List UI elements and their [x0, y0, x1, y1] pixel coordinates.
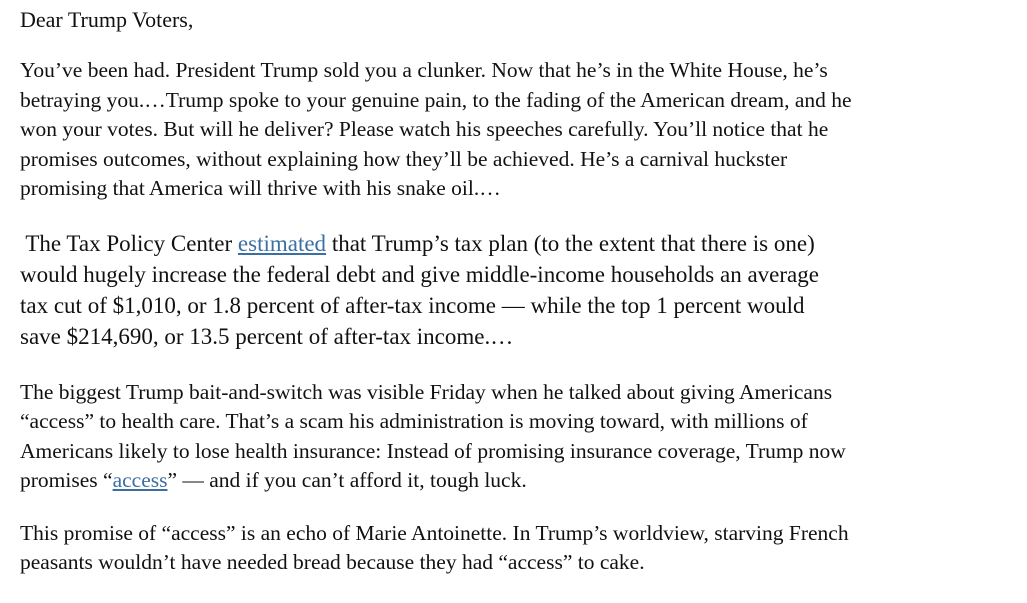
paragraph-4 [20, 519, 1011, 578]
paragraph-4-line-2: peasants wouldn’t have needed bread because they had “access” to cake. [20, 550, 645, 574]
paragraph-3-line-1: The biggest Trump bait-and-switch was visible Friday when he talked about giving Americans [20, 379, 833, 404]
paragraph-3-line-4-before: promises “ [20, 468, 113, 492]
paragraph-1-line-5: promising that America will thrive with his snake oil.… [20, 176, 501, 200]
paragraph-3-line-2: “access” to health care. That’s a scam his administration is moving toward, with millions of [20, 409, 808, 433]
paragraph-4-line-1: This promise of “access” is an echo of Marie Antoinette. In Trump’s worldview, starving French [20, 520, 849, 545]
paragraph-3-line-4-after: ” — and if you can’t afford it, tough luck. [167, 468, 527, 492]
paragraph-1-line-2: betraying you.…Trump spoke to your genuine pain, to the fading of the American dream, and he [20, 87, 852, 112]
paragraph-2-line-1-before: The Tax Policy Center [20, 230, 238, 256]
paragraph-1-line-3: won your votes. But will he deliver? Please watch his speeches carefully. You’ll notice that he [20, 117, 829, 141]
greeting: Dear Trump Voters, [20, 7, 194, 32]
paragraph-2-line-4: save $214,690, or 13.5 percent of after-tax income.… [20, 323, 514, 349]
paragraph-2 [20, 228, 1011, 352]
paragraph-2-line-2: would hugely increase the federal debt and give middle-income households an average [20, 261, 819, 287]
estimated-link[interactable]: estimated [237, 230, 327, 256]
paragraph-2-line-1 [20, 228, 1011, 259]
paragraph-1-line-4: promises outcomes, without explaining how they’ll be achieved. He’s a carnival huckster [20, 146, 788, 171]
paragraph-3-line-3: Americans likely to lose health insurance: Instead of promising insurance coverage, Trump now [20, 438, 846, 463]
paragraph-1 [20, 56, 1011, 204]
paragraph-2-line-3: tax cut of $1,010, or 1.8 percent of after-tax income — while the top 1 percent would [20, 292, 805, 318]
paragraph-1-line-1: You’ve been had. President Trump sold you a clunker. Now that he’s in the White House, he’s [20, 58, 828, 82]
paragraph-2-line-1-after: that Trump’s tax plan (to the extent that there is one) [326, 230, 815, 256]
access-link[interactable]: access [112, 468, 168, 492]
paragraph-3 [20, 378, 1011, 496]
paragraph-3-line-4 [20, 466, 1011, 496]
